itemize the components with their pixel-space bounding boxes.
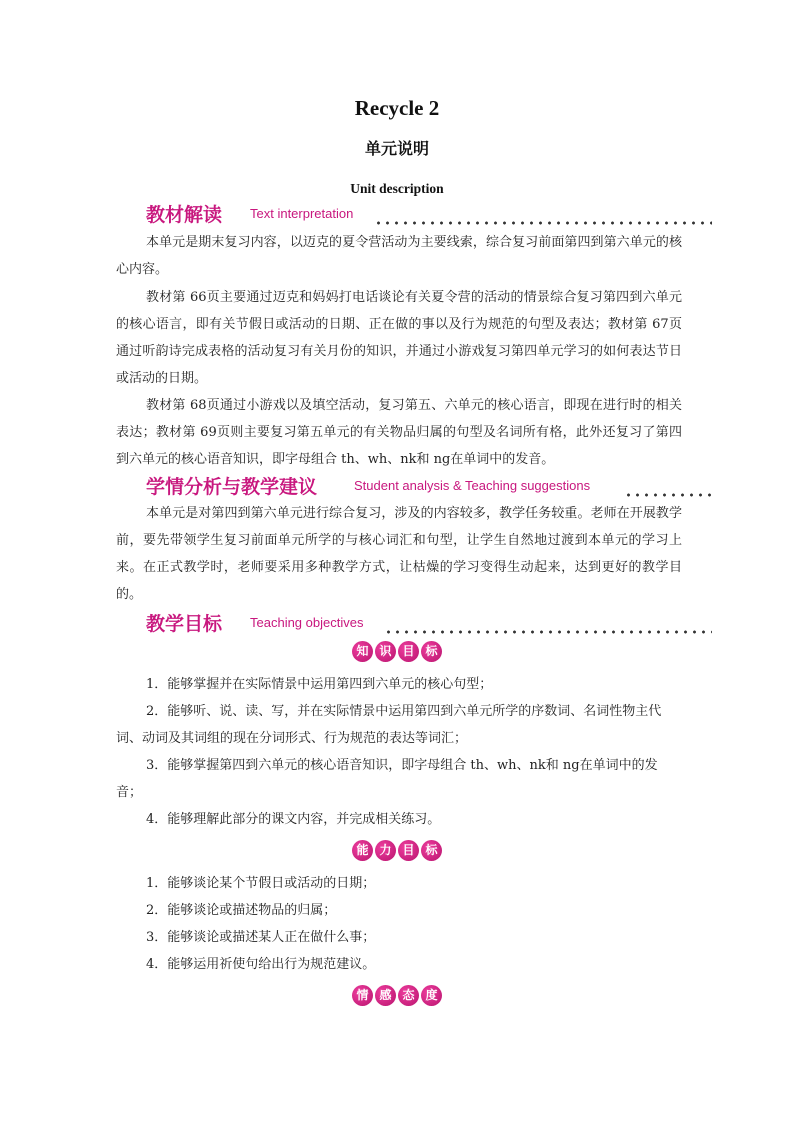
emotion-attitude-badge — [0, 985, 794, 1006]
list-item: 3．能够掌握第四到六单元的核心语音知识，即字母组合 th、wh、nk和 ng在单词中的发音； — [116, 758, 658, 800]
badge-char: 标 — [421, 840, 442, 861]
badge-char: 感 — [375, 985, 396, 1006]
dotted-rule — [374, 221, 712, 225]
paragraph: 本单元是期末复习内容，以迈克的夏令营活动为主要线索，综合复习前面第四到第六单元的核心内容。 — [116, 235, 682, 277]
unit-description-label: Unit description — [350, 181, 444, 196]
page-title: Recycle 2 — [354, 96, 440, 120]
paragraph: 教材第 66页主要通过迈克和妈妈打电话谈论有关夏令营的活动的情景综合复习第四到六单元的核心语言，即有关节假日或活动的日期、正在做的事以及行为规范的句型及表达；教材第 67页通过听韵诗完成表格的活动复习有关月份的知识，并通过小游戏复习第四单元学习的如何表达节日或活动的日期。 — [116, 290, 682, 386]
list-item: 2．能够听、说、读、写，并在实际情景中运用第四到六单元所学的序数词、名词性物主代词、动词及其词组的现在分词形式、行为规范的表达等词汇； — [116, 704, 662, 746]
list-item: 4．能够运用祈使句给出行为规范建议。 — [146, 957, 376, 972]
page-subtitle: 单元说明 — [364, 139, 429, 158]
section-title-en: Teaching objectives — [250, 615, 364, 630]
paragraph: 本单元是对第四到第六单元进行综合复习，涉及的内容较多，教学任务较重。老师在开展教学前，要先带领学生复习前面单元所学的与核心词汇和句型，让学生自然地过渡到本单元的学习上来。在正式教学时，老师要采用多种教学方式，让枯燥的学习变得生动起来，达到更好的教学目的。 — [116, 506, 682, 602]
badge-char: 目 — [398, 641, 419, 662]
badge-char: 力 — [375, 840, 396, 861]
badge-char: 知 — [352, 641, 373, 662]
section-title-cn: 教学目标 — [146, 613, 223, 635]
section-header-student-analysis — [146, 472, 712, 498]
section-title-en: Text interpretation — [250, 206, 354, 221]
badge-char: 态 — [398, 985, 419, 1006]
badge-char: 度 — [421, 985, 442, 1006]
badge-char: 情 — [352, 985, 373, 1006]
section-title-en: Student analysis & Teaching suggestions — [354, 478, 591, 493]
list-item: 4．能够理解此部分的课文内容，并完成相关练习。 — [146, 812, 441, 827]
badge-char: 识 — [375, 641, 396, 662]
paragraph: 教材第 68页通过小游戏以及填空活动，复习第五、六单元的核心语言，即现在进行时的相关表达；教材第 69页则主要复习第五单元的有关物品归属的句型及名词所有格，此外还复习了第四到六单元的核心语音知识，即字母组合 th、wh、nk和 ng在单词中的发音。 — [116, 398, 682, 467]
badge-char: 目 — [398, 840, 419, 861]
dotted-rule — [624, 493, 712, 497]
list-item: 1．能够谈论某个节假日或活动的日期； — [146, 876, 376, 891]
list-item: 3．能够谈论或描述某人正在做什么事； — [146, 930, 376, 945]
list-item: 1．能够掌握并在实际情景中运用第四到六单元的核心句型； — [146, 677, 493, 692]
dotted-rule — [384, 630, 712, 634]
section-header-text-interpretation — [146, 200, 712, 226]
section-title-cn: 学情分析与教学建议 — [146, 476, 318, 498]
section-title-cn: 教材解读 — [146, 204, 223, 226]
badge-char: 标 — [421, 641, 442, 662]
list-item: 2．能够谈论或描述物品的归属； — [146, 903, 337, 918]
ability-objectives-badge — [0, 840, 794, 861]
section-header-teaching-objectives — [146, 609, 712, 635]
knowledge-objectives-badge — [0, 641, 794, 662]
badge-char: 能 — [352, 840, 373, 861]
